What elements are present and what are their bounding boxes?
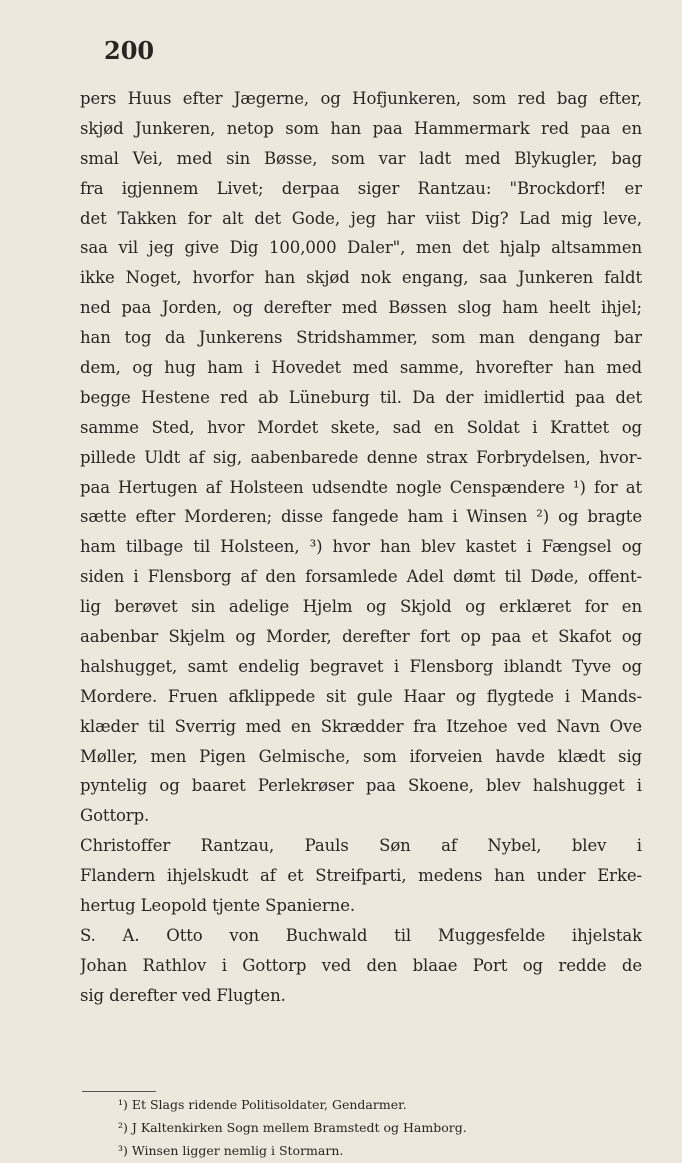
text-line: pyntelig og baaret Perlekrøser paa Skoene, blev halshugget i [80,776,642,796]
text-line: samme Sted, hvor Mordet skete, sad en Soldat i Krattet og [80,417,642,437]
text-line: fra igjennem Livet; derpaa siger Rantzau: "Brockdorf! er [80,178,642,198]
text-line: aabenbar Skjelm og Morder, derefter fort op paa et Skafot og [80,627,642,647]
footnote: ³) Winsen ligger nemlig i Stormarn. [118,1143,344,1158]
text-line: Flandern ihjelskudt af et Streifparti, medens han under Erke- [80,866,642,886]
body-text [80,84,642,1011]
text-line: begge Hestene red ab Lüneburg til. Da der imidlertid paa det [80,387,642,407]
text-line: hertug Leopold tjente Spanierne. [80,896,356,916]
text-line: ned paa Jorden, og derefter med Bøssen slog ham heelt ihjel; [80,298,642,318]
footnote-divider [82,1091,156,1092]
text-line: siden i Flensborg af den forsamlede Adel dømt til Døde, offent- [80,567,642,587]
text-line: det Takken for alt det Gode, jeg har viist Dig? Lad mig leve, [80,208,642,228]
text-line: saa vil jeg give Dig 100,000 Daler", men det hjalp altsammen [80,238,642,258]
text-line: paa Hertugen af Holsteen udsendte nogle Censpændere ¹) for at [80,477,642,497]
text-line: pers Huus efter Jægerne, og Hofjunkeren, som red bag efter, [80,89,642,108]
text-line: smal Vei, med sin Bøsse, som var ladt med Blykugler, bag [80,148,642,168]
text-line: Gottorp. [80,806,150,826]
footnotes [118,1093,642,1162]
text-line: han tog da Junkerens Stridshammer, som man dengang bar [80,328,642,348]
text-line: S. A. Otto von Buchwald til Muggesfelde ihjelstak [80,925,642,945]
text-line: klæder til Sverrig med en Skrædder fra Itzehoe ved Navn Ove [80,716,642,736]
footnote: ¹) Et Slags ridende Politisoldater, Gendarmer. [118,1097,407,1112]
text-line: sig derefter ved Flugten. [80,985,286,1005]
text-line: Mordere. Fruen afklippede sit gule Haar og flygtede i Mands- [80,686,642,706]
text-line: ham tilbage til Holsteen, ³) hvor han blev kastet i Fængsel og [80,537,642,557]
text-line: Johan Rathlov i Gottorp ved den blaae Port og redde de [80,955,642,975]
text-line: Christoffer Rantzau, Pauls Søn af Nybel, blev i [80,836,642,856]
text-line: pillede Uldt af sig, aabenbarede denne strax Forbrydelsen, hvor- [80,447,642,467]
footnote: ²) J Kaltenkirken Sogn mellem Bramstedt og Hamborg. [118,1120,467,1135]
text-line: dem, og hug ham i Hovedet med samme, hvorefter han med [80,358,642,378]
text-line: halshugget, samt endelig begravet i Flensborg iblandt Tyve og [80,656,642,676]
text-line: Møller, men Pigen Gelmische, som iforveien havde klædt sig [80,746,642,766]
page-number: 200 [104,36,155,65]
text-line: lig berøvet sin adelige Hjelm og Skjold og erklæret for en [80,597,642,617]
text-line: sætte efter Morderen; disse fangede ham i Winsen ²) og bragte [80,507,642,527]
text-line: ikke Noget, hvorfor han skjød nok engang, saa Junkeren faldt [80,268,642,288]
text-line: skjød Junkeren, netop som han paa Hammermark red paa en [80,118,642,138]
